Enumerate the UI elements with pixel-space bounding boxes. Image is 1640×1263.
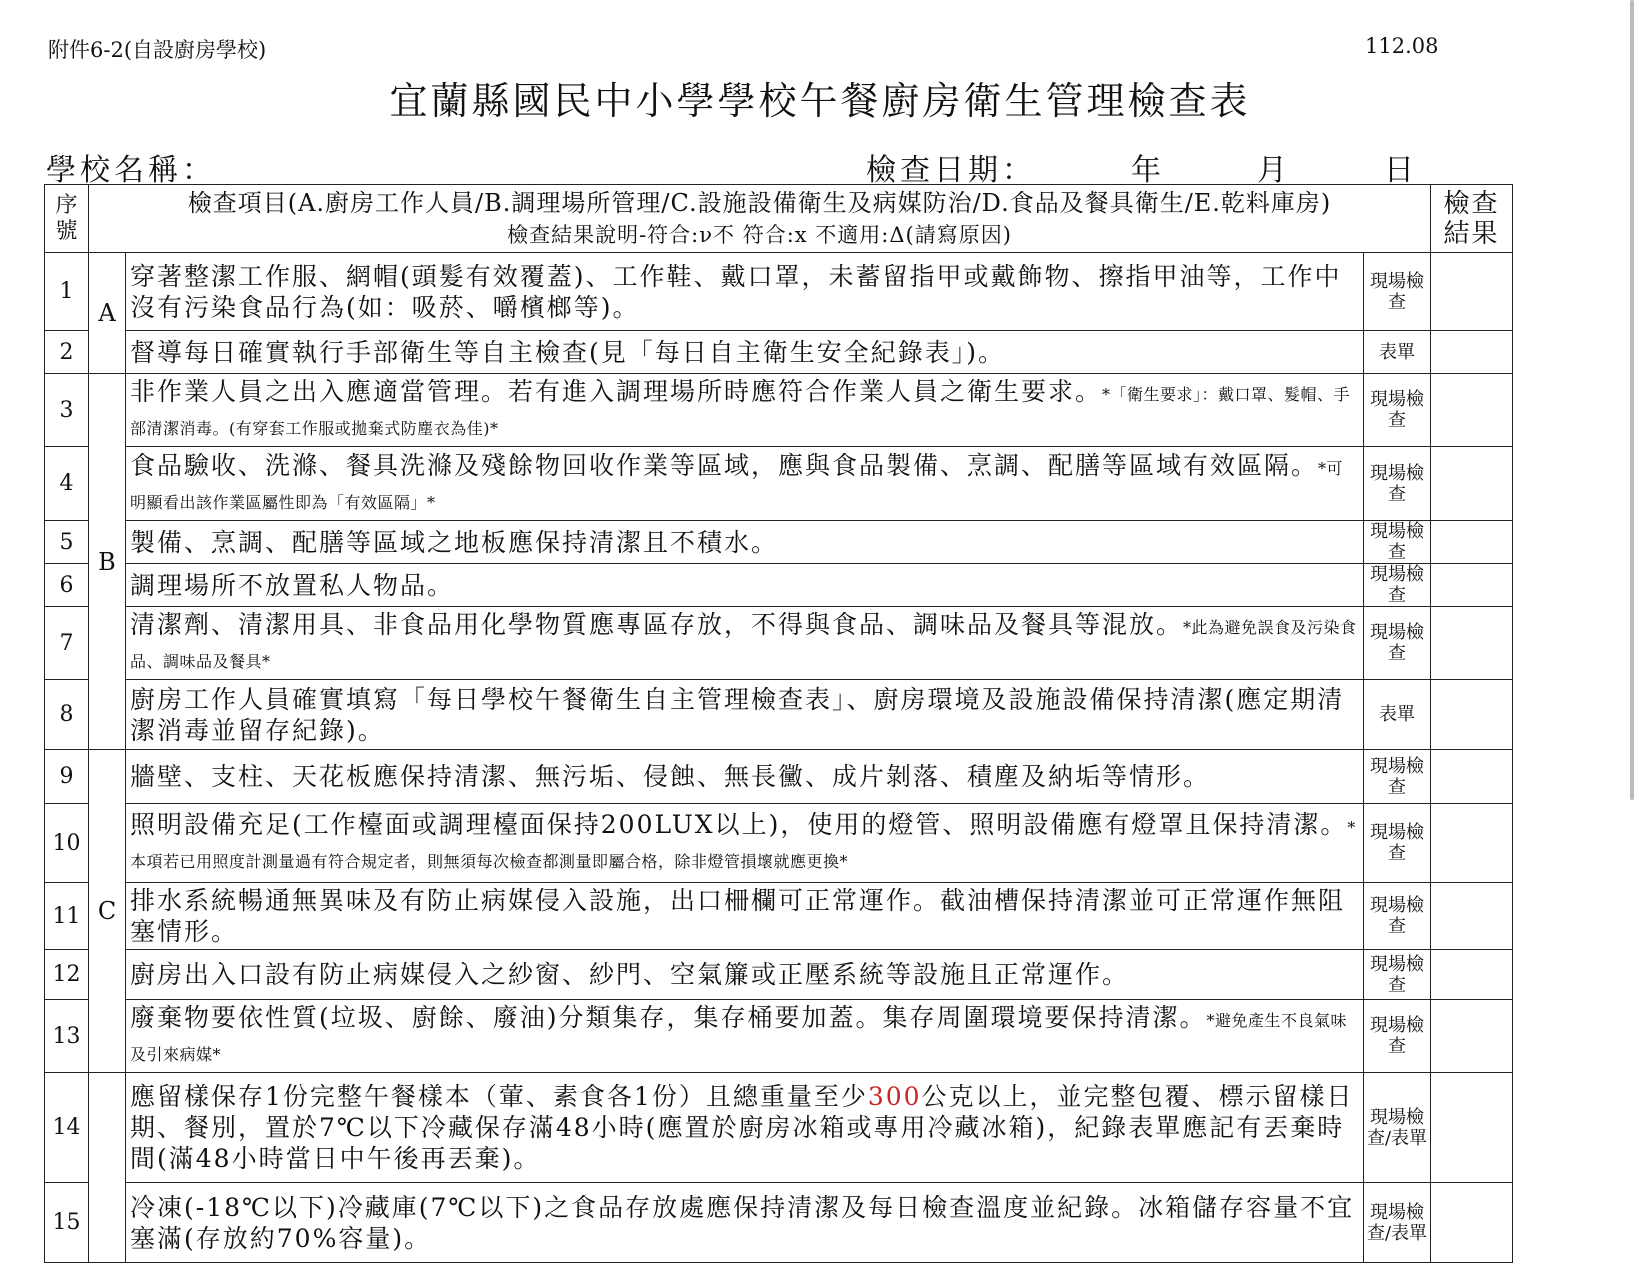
row-method: 現場檢查/表單 (1364, 1073, 1431, 1183)
row-result-cell[interactable] (1431, 607, 1513, 680)
row-item-text: 督導每日確實執行手部衛生等自主檢查(見「每日自主衛生安全紀錄表」)。 (126, 331, 1364, 374)
row-method: 現場檢查 (1364, 521, 1431, 564)
row-result-cell[interactable] (1431, 1000, 1513, 1073)
table-row (45, 680, 1513, 750)
row-item-text: 穿著整潔工作服、網帽(頭髮有效覆蓋)、工作鞋、戴口罩，未蓄留指甲或戴飾物、擦指甲油等，工作中沒有污染食品行為(如：吸菸、嚼檳榔等)。 (126, 253, 1364, 331)
row-result-cell[interactable] (1431, 1183, 1513, 1263)
row-number: 3 (45, 374, 89, 447)
row-result-cell[interactable] (1431, 750, 1513, 804)
header-item-title: 檢查項目(A.廚房工作人員/B.調理場所管理/C.設施設備衛生及病媒防治/D.食品及餐具衛生/E.乾料庫房) (187, 188, 1332, 217)
row-result-cell[interactable] (1431, 1073, 1513, 1183)
inspection-date-label: 檢查日期： (866, 153, 1036, 188)
table-row (45, 750, 1513, 804)
category-c: C (89, 750, 126, 1073)
row-number: 6 (45, 564, 89, 607)
row-number: 13 (45, 1000, 89, 1073)
school-name-label: 學校名稱： (46, 153, 216, 188)
row-result-cell[interactable] (1431, 804, 1513, 883)
row-result-cell[interactable] (1431, 680, 1513, 750)
row-method: 表單 (1364, 680, 1431, 750)
row-method: 現場檢查 (1364, 1000, 1431, 1073)
row-method: 現場檢查 (1364, 883, 1431, 950)
row-number: 7 (45, 607, 89, 680)
row-item-text: 排水系統暢通無異味及有防止病媒侵入設施，出口柵欄可正常運作。截油槽保持清潔並可正常運作無阻塞情形。 (126, 883, 1364, 950)
table-row (45, 1000, 1513, 1073)
page-title: 宜蘭縣國民中小學學校午餐廚房衛生管理檢查表 (389, 79, 1251, 123)
row-number: 5 (45, 521, 89, 564)
row-number: 2 (45, 331, 89, 374)
row-item-text (126, 447, 1364, 521)
header-item (89, 185, 1431, 253)
row-item-main: 非作業人員之出入應適當管理。若有進入調理場所時應符合作業人員之衛生要求。 (130, 377, 1103, 406)
row-result-cell[interactable] (1431, 331, 1513, 374)
inspection-table (44, 184, 1512, 1263)
row-number: 10 (45, 804, 89, 883)
row-item-main: 照明設備充足(工作檯面或調理檯面保持200LUX以上)，使用的燈管、照明設備應有燈罩且保持清潔。 (130, 810, 1348, 839)
row-number: 8 (45, 680, 89, 750)
row-result-cell[interactable] (1431, 521, 1513, 564)
row-result-cell[interactable] (1431, 883, 1513, 950)
table-row (45, 804, 1513, 883)
row-number: 12 (45, 950, 89, 1000)
table-row (45, 253, 1513, 331)
row-item-main-a: 應留樣保存1份完整午餐樣本（葷、素食各1份）且總重量至少 (130, 1082, 868, 1111)
row-item-text (126, 374, 1364, 447)
row-number: 1 (45, 253, 89, 331)
table-row (45, 1073, 1513, 1183)
row-item-note: *「衛生要求」：戴口罩、髮帽、手部清潔消毒。(有穿套工作服或拋棄式防塵衣為佳)* (130, 385, 1351, 438)
row-number: 15 (45, 1183, 89, 1263)
row-number: 9 (45, 750, 89, 804)
category-b: B (89, 374, 126, 750)
row-item-text: 製備、烹調、配膳等區域之地板應保持清潔且不積水。 (126, 521, 1364, 564)
row-item-text: 廚房工作人員確實填寫「每日學校午餐衛生自主管理檢查表」、廚房環境及設施設備保持清潔(應定期清潔消毒並留存紀錄)。 (126, 680, 1364, 750)
row-item-text (126, 607, 1364, 680)
row-number: 14 (45, 1073, 89, 1183)
scrollbar[interactable] (1630, 0, 1634, 800)
row-item-text (126, 1000, 1364, 1073)
table-row (45, 883, 1513, 950)
row-method: 現場檢查/表單 (1364, 1183, 1431, 1263)
row-item-note: *可明顯看出該作業區屬性即為「有效區隔」* (130, 458, 1344, 512)
row-item-text: 調理場所不放置私人物品。 (126, 564, 1364, 607)
row-result-cell[interactable] (1431, 374, 1513, 447)
table-row (45, 1183, 1513, 1263)
row-result-cell[interactable] (1431, 253, 1513, 331)
version-label: 112.08 (1365, 34, 1439, 58)
row-item-text (126, 804, 1364, 883)
row-item-note: *本項若已用照度計測量過有符合規定者，則無須每次檢查都測量即屬合格，除非燈管損壞就應更換* (130, 818, 1356, 871)
row-item-main-b: 公克以上，並完整包覆、標示留樣日期、餐別，置於7℃以下冷藏保存滿48小時(應置於廚房冰箱或專用冷藏冰箱)，紀錄表單應記有丟棄時間(滿48小時當日中午後再丟棄)。 (130, 1082, 1354, 1173)
attachment-label: 附件6-2(自設廚房學校) (48, 38, 267, 62)
table-header-row (45, 185, 1513, 253)
row-method: 表單 (1364, 331, 1431, 374)
row-number: 4 (45, 447, 89, 521)
table-row (45, 374, 1513, 447)
header-item-legend: 檢查結果說明-符合:ν不 符合:x 不適用:Δ(請寫原因) (507, 222, 1012, 247)
row-method: 現場檢查 (1364, 374, 1431, 447)
table-row (45, 331, 1513, 374)
row-item-text: 冷凍(-18℃以下)冷藏庫(7℃以下)之食品存放處應保持清潔及每日檢查溫度並紀錄。冰箱儲存容量不宜塞滿(存放約70%容量)。 (126, 1183, 1364, 1263)
row-result-cell[interactable] (1431, 447, 1513, 521)
row-method: 現場檢查 (1364, 447, 1431, 521)
table-row (45, 521, 1513, 564)
day-label: 日 (1384, 153, 1418, 188)
row-item-main: 食品驗收、洗滌、餐具洗滌及殘餘物回收作業等區域，應與食品製備、烹調、配膳等區域有效區隔。 (130, 450, 1319, 480)
year-label: 年 (1131, 153, 1165, 188)
row-method: 現場檢查 (1364, 253, 1431, 331)
row-item-note: *此為避免誤食及污染食品、調味品及餐具* (130, 618, 1357, 671)
row-method: 現場檢查 (1364, 804, 1431, 883)
row-method: 現場檢查 (1364, 607, 1431, 680)
header-seq: 序號 (45, 185, 89, 253)
row-item-main: 清潔劑、清潔用具、非食品用化學物質應專區存放，不得與食品、調味品及餐具等混放。 (130, 610, 1184, 639)
row-method: 現場檢查 (1364, 950, 1431, 1000)
row-item-text (126, 1073, 1364, 1183)
row-item-highlight: 300 (867, 1082, 922, 1111)
row-result-cell[interactable] (1431, 564, 1513, 607)
row-item-note: *避免產生不良氣味及引來病媒* (130, 1011, 1348, 1064)
row-item-text: 廚房出入口設有防止病媒侵入之紗窗、紗門、空氣簾或正壓系統等設施且正常運作。 (126, 950, 1364, 1000)
row-result-cell[interactable] (1431, 950, 1513, 1000)
header-result: 檢查結果 (1431, 185, 1513, 253)
row-number: 11 (45, 883, 89, 950)
row-item-text: 牆壁、支柱、天花板應保持清潔、無污垢、侵蝕、無長黴、成片剝落、積塵及納垢等情形。 (126, 750, 1364, 804)
category-a: A (89, 253, 126, 374)
month-label: 月 (1257, 153, 1291, 188)
category-d (89, 1073, 126, 1263)
row-item-main: 廢棄物要依性質(垃圾、廚餘、廢油)分類集存，集存桶要加蓋。集存周圍環境要保持清潔。 (130, 1003, 1207, 1032)
row-method: 現場檢查 (1364, 750, 1431, 804)
table-row (45, 564, 1513, 607)
table-row (45, 607, 1513, 680)
table-row (45, 447, 1513, 521)
table-row (45, 950, 1513, 1000)
row-method: 現場檢查 (1364, 564, 1431, 607)
